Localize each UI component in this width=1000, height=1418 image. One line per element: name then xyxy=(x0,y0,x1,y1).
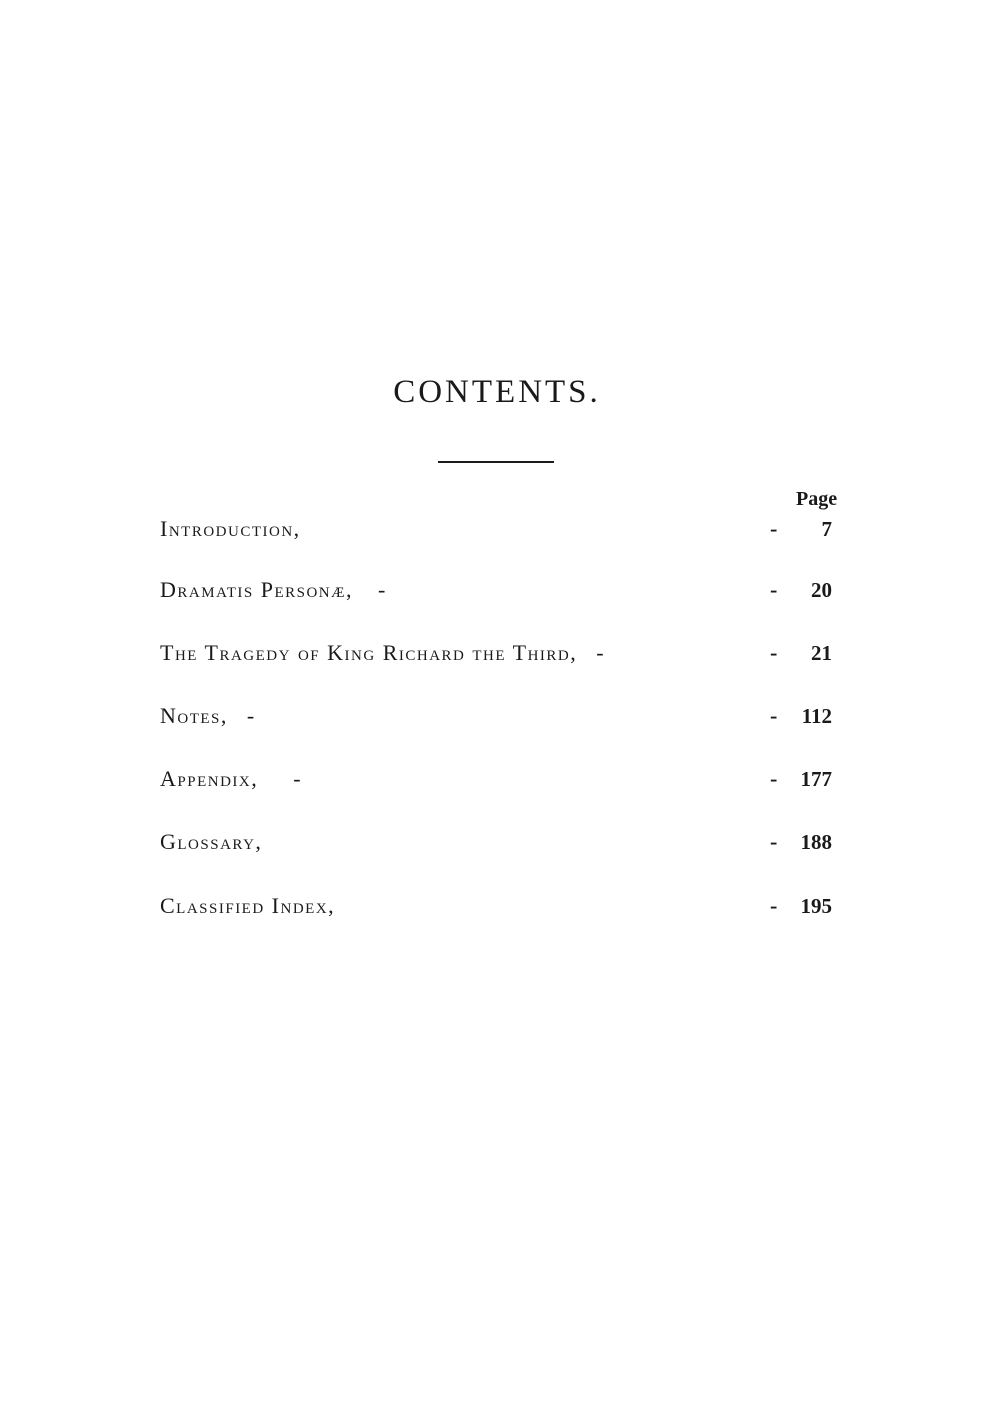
toc-entry-leader: - xyxy=(377,577,387,602)
toc-entry-title: The Tragedy of King Richard the Third, - xyxy=(160,640,606,665)
toc-entry-title: Dramatis Personæ, - xyxy=(160,577,387,602)
toc-entry-dash: - xyxy=(770,577,778,602)
toc-entry-page: 20 xyxy=(811,578,832,602)
toc-entry-dramatis-personae[interactable] xyxy=(160,577,840,607)
toc-entry-page: 177 xyxy=(800,767,832,791)
toc-entry-leader: - xyxy=(293,766,303,791)
toc-entry-dash: - xyxy=(770,893,778,918)
toc-entry-dash: - xyxy=(770,703,778,728)
toc-entry-title: Notes, - xyxy=(160,703,256,728)
toc-entry-tragedy[interactable] xyxy=(160,640,840,670)
page-title: CONTENTS. xyxy=(393,374,601,410)
toc-entry-title: Classified Index, xyxy=(160,893,336,918)
toc-entry-introduction[interactable] xyxy=(160,516,840,546)
toc-entry-title: Introduction, xyxy=(160,516,301,541)
toc-entry-classified-index[interactable] xyxy=(160,893,840,923)
toc-entry-page: 195 xyxy=(800,894,832,918)
toc-entry-leader: - xyxy=(596,640,606,665)
toc-entry-page: 21 xyxy=(811,641,832,665)
toc-entry-glossary[interactable] xyxy=(160,829,840,859)
toc-entry-notes[interactable] xyxy=(160,703,840,733)
toc-entry-dash: - xyxy=(770,516,778,541)
toc-entry-page: 188 xyxy=(800,830,832,854)
toc-entry-page: 112 xyxy=(801,704,832,728)
toc-entry-appendix[interactable] xyxy=(160,766,840,796)
toc-entry-dash: - xyxy=(770,766,778,791)
toc-entry-leader: - xyxy=(246,703,256,728)
toc-entry-dash: - xyxy=(770,640,778,665)
toc-entry-dash: - xyxy=(770,829,778,854)
page-column-label: Page xyxy=(796,488,838,510)
toc-entry-page: 7 xyxy=(821,517,832,541)
toc-entry-title: Glossary, xyxy=(160,829,263,854)
toc-entry-title: Appendix, - xyxy=(160,766,303,791)
